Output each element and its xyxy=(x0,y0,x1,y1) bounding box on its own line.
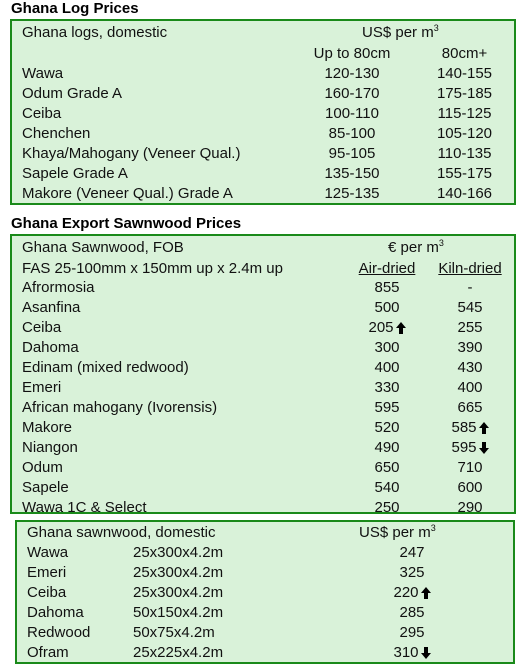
price-air-dried: 205 xyxy=(352,318,422,338)
price-80cm-plus: 110-135 xyxy=(437,145,492,162)
species-name: Makore (Veneer Qual.) Grade A xyxy=(22,185,233,202)
export-price-row xyxy=(12,318,514,338)
price-kiln-dried: 255 xyxy=(457,319,483,336)
species-name: Niangon xyxy=(22,439,78,456)
price-kiln-dried: 600 xyxy=(457,479,483,496)
species-name: Ceiba xyxy=(22,319,62,336)
price-air-dried: 330 xyxy=(374,379,400,396)
dimensions: 25x225x4.2m xyxy=(133,644,224,661)
log-prices-header-label: Ghana logs, domestic xyxy=(22,24,168,41)
price-kiln-dried: - xyxy=(467,279,473,296)
log-prices-box xyxy=(10,19,516,205)
log-prices-col1: Up to 80cm xyxy=(313,45,391,62)
export-price-row xyxy=(12,478,514,498)
export-price-row xyxy=(12,458,514,478)
species-name: Odum Grade A xyxy=(22,85,123,102)
export-price-row xyxy=(12,358,514,378)
price-air-dried: 500 xyxy=(374,299,400,316)
export-price-row xyxy=(12,298,514,318)
domestic-header xyxy=(17,523,513,543)
price-air-dried: 250 xyxy=(374,499,400,516)
species-name: Dahoma xyxy=(22,339,79,356)
domestic-price-row xyxy=(17,563,513,583)
price-up-to-80cm: 160-170 xyxy=(324,85,380,102)
arrow-up-icon xyxy=(479,422,489,434)
species-name: Wawa 1C & Select xyxy=(22,499,147,516)
log-price-row xyxy=(12,164,514,184)
price-air-dried: 400 xyxy=(374,359,400,376)
price-kiln-dried: 545 xyxy=(457,299,483,316)
species-name: Dahoma xyxy=(27,604,84,621)
species-name: Chenchen xyxy=(22,125,91,142)
species-name: Ceiba xyxy=(27,584,67,601)
price: 285 xyxy=(399,604,425,621)
export-header-label: Ghana Sawnwood, FOB xyxy=(22,239,184,256)
price-up-to-80cm: 85-100 xyxy=(328,125,376,142)
price-up-to-80cm: 100-110 xyxy=(325,105,379,122)
species-name: Ceiba xyxy=(22,105,62,122)
species-name: Ofram xyxy=(27,644,69,661)
species-name: Redwood xyxy=(27,624,91,641)
log-prices-title: Ghana Log Prices xyxy=(11,0,139,17)
price-80cm-plus: 115-125 xyxy=(437,105,492,122)
price-up-to-80cm: 120-130 xyxy=(324,65,380,82)
price-80cm-plus: 140-155 xyxy=(436,65,493,82)
domestic-price-row xyxy=(17,643,513,663)
export-price-row xyxy=(12,338,514,358)
price-kiln-dried: 665 xyxy=(457,399,483,416)
price-up-to-80cm: 125-135 xyxy=(324,185,380,202)
export-price-row xyxy=(12,278,514,298)
log-prices-unit: US$ per $m^3$ xyxy=(362,23,439,41)
price-air-dried: 595 xyxy=(374,399,400,416)
export-spec: FAS 25-100mm x 150mm up x 2.4m up xyxy=(22,260,283,277)
export-price-row xyxy=(12,438,514,458)
price-kiln-dried: 400 xyxy=(457,379,483,396)
domestic-price-row xyxy=(17,623,513,643)
export-unit: € per $m^3$ xyxy=(388,238,444,256)
price-80cm-plus: 140-166 xyxy=(436,185,493,202)
dimensions: 25x300x4.2m xyxy=(133,584,224,601)
export-header xyxy=(12,238,514,258)
price-kiln-dried: 430 xyxy=(457,359,483,376)
species-name: Khaya/Mahogany (Veneer Qual.) xyxy=(22,145,241,162)
log-price-row xyxy=(12,144,514,164)
price: 220 xyxy=(372,583,452,603)
dimensions: 25x300x4.2m xyxy=(133,564,224,581)
export-sawnwood-box xyxy=(10,234,516,514)
price-80cm-plus: 105-120 xyxy=(436,125,493,142)
dimensions: 50x150x4.2m xyxy=(133,604,224,621)
species-name: Asanfina xyxy=(22,299,81,316)
arrow-down-icon xyxy=(479,442,489,454)
dimensions: 50x75x4.2m xyxy=(133,624,215,641)
species-name: Sapele xyxy=(22,479,69,496)
species-name: Makore xyxy=(22,419,73,436)
domestic-price-row xyxy=(17,583,513,603)
price-air-dried: 540 xyxy=(374,479,400,496)
species-name: African mahogany (Ivorensis) xyxy=(22,399,218,416)
price: 310 xyxy=(372,643,452,663)
price-air-dried: 520 xyxy=(374,419,400,436)
log-prices-col-headers xyxy=(12,44,514,64)
price-80cm-plus: 155-175 xyxy=(436,165,493,182)
price-air-dried: 300 xyxy=(374,339,400,356)
export-price-row xyxy=(12,378,514,398)
export-price-row xyxy=(12,398,514,418)
log-price-row xyxy=(12,84,514,104)
price-up-to-80cm: 135-150 xyxy=(324,165,380,182)
export-col2: Kiln-dried xyxy=(438,260,502,277)
log-price-row xyxy=(12,124,514,144)
species-name: Emeri xyxy=(22,379,62,396)
price: 247 xyxy=(399,544,425,561)
price: 325 xyxy=(399,564,425,581)
species-name: Odum xyxy=(22,459,63,476)
export-col-headers xyxy=(12,259,514,279)
arrow-up-icon xyxy=(421,587,431,599)
arrow-up-icon xyxy=(396,322,406,334)
species-name: Edinam (mixed redwood) xyxy=(22,359,189,376)
price-up-to-80cm: 95-105 xyxy=(328,145,376,162)
price-air-dried: 650 xyxy=(374,459,400,476)
price-kiln-dried: 390 xyxy=(457,339,483,356)
domestic-header-label: Ghana sawnwood, domestic xyxy=(27,524,216,541)
species-name: Sapele Grade A xyxy=(22,165,128,182)
price-air-dried: 855 xyxy=(374,279,400,296)
species-name: Wawa xyxy=(27,544,69,561)
price: 295 xyxy=(399,624,425,641)
dimensions: 25x300x4.2m xyxy=(133,544,224,561)
export-price-row xyxy=(12,418,514,438)
price-kiln-dried: 290 xyxy=(457,499,483,516)
log-price-row xyxy=(12,104,514,124)
log-prices-header xyxy=(12,23,514,43)
species-name: Wawa xyxy=(22,65,64,82)
export-price-row xyxy=(12,498,514,518)
price-kiln-dried: 585 xyxy=(430,418,510,438)
log-prices-col2: 80cm+ xyxy=(441,45,488,62)
price-80cm-plus: 175-185 xyxy=(436,85,493,102)
log-price-row xyxy=(12,184,514,204)
arrow-down-icon xyxy=(421,647,431,659)
export-sawnwood-title: Ghana Export Sawnwood Prices xyxy=(11,215,242,232)
price-air-dried: 490 xyxy=(374,439,400,456)
price-kiln-dried: 710 xyxy=(457,459,483,476)
domestic-unit: US$ per $m^3$ xyxy=(359,523,436,541)
price-kiln-dried: 595 xyxy=(430,438,510,458)
domestic-price-row xyxy=(17,543,513,563)
log-price-row xyxy=(12,64,514,84)
species-name: Afrormosia xyxy=(22,279,95,296)
species-name: Emeri xyxy=(27,564,67,581)
domestic-price-row xyxy=(17,603,513,623)
domestic-sawnwood-box xyxy=(15,520,515,664)
export-col1: Air-dried xyxy=(358,260,416,277)
